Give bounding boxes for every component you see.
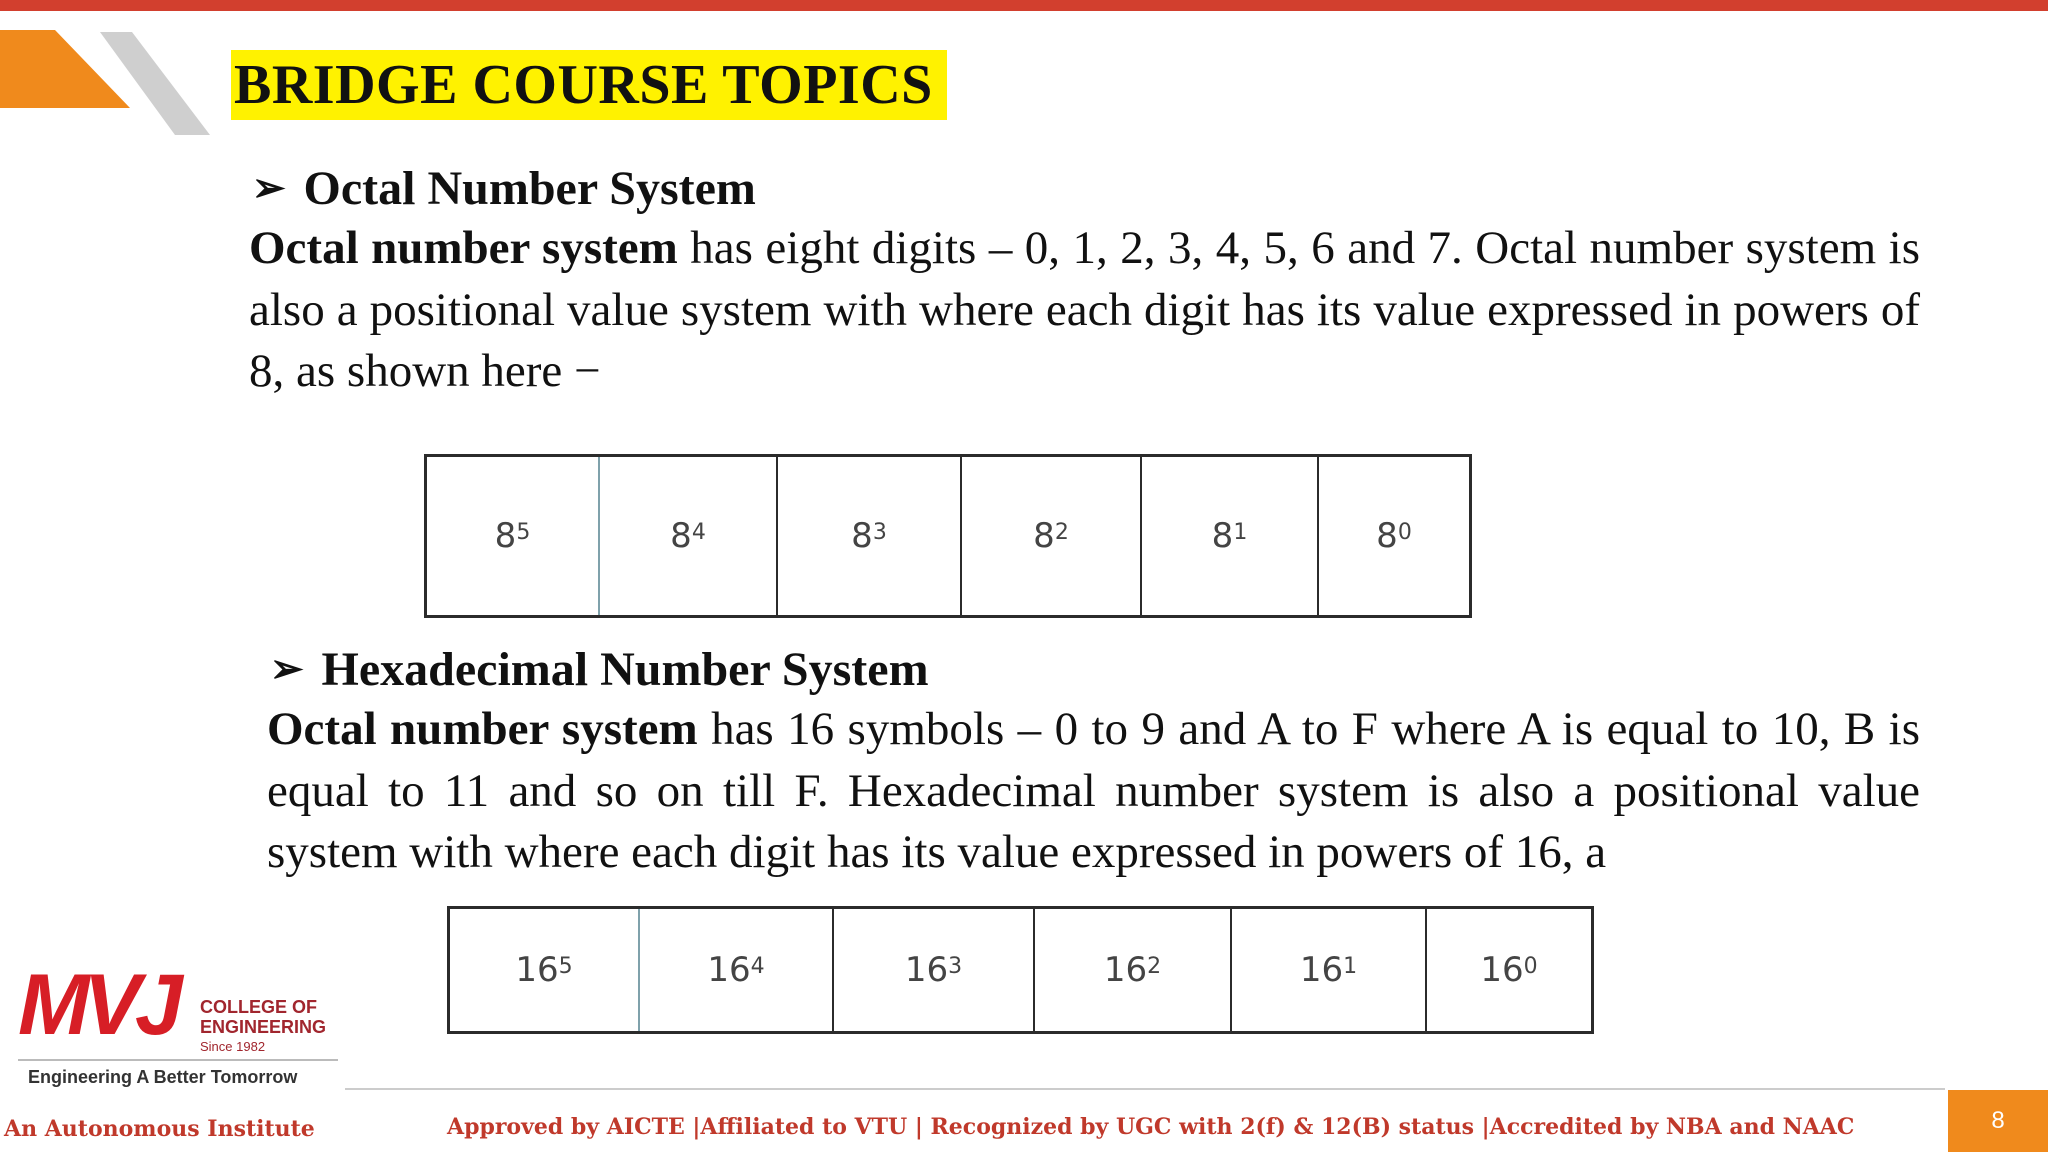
power-exponent: 1 (1343, 953, 1358, 979)
power-base: 16 (1480, 950, 1524, 990)
logo-tagline: Engineering A Better Tomorrow (28, 1067, 298, 1087)
hex-powers-table (447, 906, 1594, 1034)
power-cell (1035, 909, 1232, 1031)
hex-bold-lead: Octal number system (267, 703, 698, 755)
power-cell (962, 457, 1142, 615)
power-cell (1319, 457, 1469, 615)
logo-divider (18, 1059, 338, 1061)
power-exponent: 3 (872, 519, 887, 545)
power-cell (1232, 909, 1427, 1031)
power-exponent: 2 (1147, 953, 1162, 979)
hex-paragraph (267, 699, 1920, 884)
power-cell (640, 909, 834, 1031)
power-cell (778, 457, 962, 615)
power-exponent: 1 (1233, 519, 1248, 545)
logo-college-line1: COLLEGE OF (200, 997, 317, 1017)
octal-body: has eight digits – 0, 1, 2, 3, 4, 5, 6 and 7. Octal number system is also a positional value system with where each digit has its value expressed in powers of 8, as shown here − (249, 222, 1920, 397)
power-exponent: 0 (1523, 953, 1538, 979)
power-cell (834, 909, 1035, 1031)
power-cell (450, 909, 640, 1031)
footer-divider (345, 1088, 1945, 1090)
octal-heading-text: Octal Number System (303, 162, 756, 215)
power-base: 8 (494, 516, 517, 556)
hex-body: has 16 symbols – 0 to 9 and A to F where A is equal to 10, B is equal to 11 and so on till F. Hexadecimal number system is also a positional value system with where each digit has its value expressed in powers of 16, a (267, 703, 1920, 878)
power-exponent: 5 (516, 519, 531, 545)
logo-since: Since 1982 (200, 1039, 266, 1054)
logo-mark: MVJ (18, 957, 177, 1053)
power-cell (600, 457, 778, 615)
power-exponent: 4 (750, 953, 765, 979)
page-number-badge: 8 (1948, 1090, 2048, 1152)
college-logo (10, 955, 340, 1095)
hex-heading (270, 641, 929, 698)
autonomous-label: An Autonomous Institute (4, 1116, 315, 1142)
power-base: 8 (851, 516, 873, 556)
hex-heading-text: Hexadecimal Number System (321, 643, 929, 696)
power-base: 8 (1033, 516, 1055, 556)
power-base: 16 (515, 950, 559, 990)
octal-paragraph (249, 218, 1920, 403)
power-exponent: 0 (1397, 519, 1412, 545)
power-cell (1427, 909, 1591, 1031)
power-exponent: 5 (558, 953, 573, 979)
corner-decoration (0, 30, 220, 140)
gray-chevron-shape (100, 32, 210, 135)
octal-powers-table (424, 454, 1472, 618)
power-base: 16 (904, 950, 949, 990)
power-cell (1142, 457, 1319, 615)
power-base: 16 (707, 950, 751, 990)
power-base: 8 (670, 516, 692, 556)
octal-bold-lead: Octal number system (249, 222, 678, 274)
accreditation-line: Approved by AICTE |Affiliated to VTU | Recognized by UGC with 2(f) & 12(B) status |Accredited by NBA and NAAC (447, 1114, 1855, 1140)
power-cell (427, 457, 600, 615)
power-base: 8 (1376, 516, 1398, 556)
power-base: 8 (1211, 516, 1234, 556)
logo-college-name (200, 997, 326, 1037)
power-base: 16 (1299, 950, 1344, 990)
octal-heading (252, 160, 756, 217)
top-accent-bar (0, 0, 2048, 11)
arrow-bullet-icon: ➢ (252, 165, 286, 210)
slide-title: BRIDGE COURSE TOPICS (231, 50, 947, 120)
power-exponent: 4 (691, 519, 706, 545)
power-base: 16 (1103, 950, 1148, 990)
arrow-bullet-icon: ➢ (270, 646, 304, 691)
power-exponent: 2 (1054, 519, 1069, 545)
logo-college-line2: ENGINEERING (200, 1017, 327, 1037)
power-exponent: 3 (948, 953, 963, 979)
